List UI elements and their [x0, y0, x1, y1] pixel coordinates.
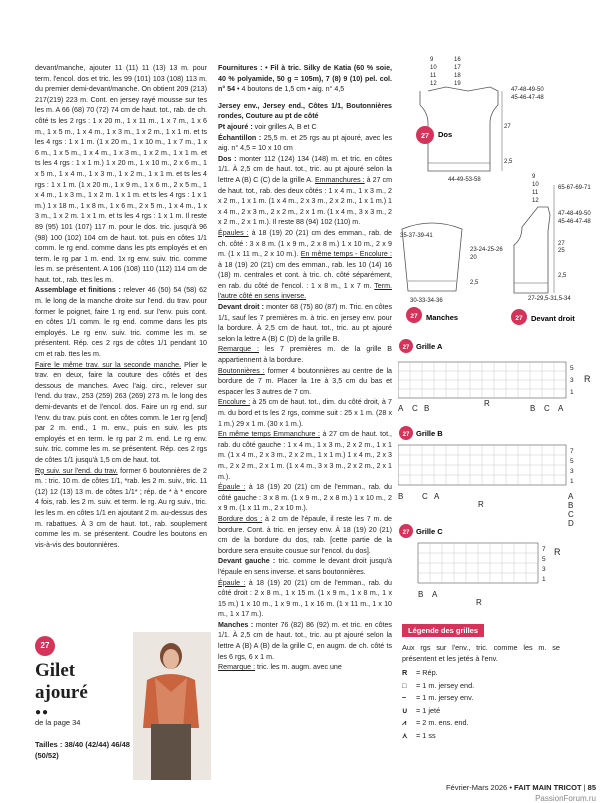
text: à 27 cm de haut. tot., rab. des deux côtés : 1 x 4 m., 1 x 3 m., 2 x 2 m., 1 x 1 m. (1 x 4 m., 2 x 3 m., 2 x 2 m., 1 x 1 m.) 1 x 4 m., 2 x 3 m., 2 x 2 m., 2 x 1 m. (1 x 4 m., 3 x 3 m., 2 x 2 m., 2 x 1 m.). Il reste 88 (94) 102 (110) m.	[218, 175, 392, 227]
dos-top-val: 18	[454, 73, 461, 79]
text: Devant droit :	[218, 303, 264, 312]
text: à 18 (19) 20 (21) cm de l'emman., rab. du côté gauche : 3 x 8 m. (1 x 9 m., 2 x 8 m.) 1 x 10 m., 2 x 9 m. (1 x 11 m., 2 x 10 m.).	[218, 483, 392, 513]
text: monter 112 (124) 134 (148) m. et tric. en côtes 1/1. À 2,5 cm de haut. tot., tric. au pt ajouré selon la lettre A (B) C (C) de la grille A.	[218, 154, 392, 184]
model-photo	[133, 632, 211, 780]
text: En même temps Emmanchure :	[218, 430, 320, 439]
devant-schematic	[511, 174, 591, 325]
paragraph	[35, 360, 207, 466]
grille-b	[398, 426, 574, 528]
repeat-mark: R	[554, 547, 561, 557]
grille-c-label: Grille C	[416, 527, 443, 536]
row-num: 5	[542, 556, 546, 563]
paragraph	[35, 466, 207, 551]
paragraph	[218, 578, 392, 620]
dos-side-val: 27	[504, 124, 511, 130]
dos-label: Dos	[438, 130, 453, 139]
text: à 27 cm de haut. tot., rab. du côté gauche : 1 x 4 m., 1 x 3 m., 2 x 2 m., 1 x 1 m. (1 x 4 m., 2 x 3 m., 2 x 2 m., 1 x 1 m.) 1 x 4 m., 2 x 3 m., 2 x 2 m., 2 x 1 m. (1 x 4 m., 3 x 3 m., 2 x 2 m., 2 x 1 m.).	[218, 430, 392, 481]
devant-top-val: 11	[532, 190, 539, 196]
manches-schematic	[400, 223, 503, 323]
row-num: 3	[570, 468, 574, 475]
col-letter: D	[568, 519, 574, 528]
legend-heading: Légende des grilles	[402, 624, 484, 637]
devant-top-val: 9	[532, 174, 536, 180]
manches-side: 23-24-25-26	[470, 247, 503, 253]
col-letter: R	[484, 399, 490, 408]
legend-item	[402, 680, 560, 693]
column-2	[218, 63, 392, 673]
text: former 4 boutonnières au centre de la bordure de 7 m. Placer la 1re à 3,5 cm du bas et espacer les 3 autres de 7 cm.	[218, 366, 392, 396]
paragraph	[218, 63, 392, 95]
watermark: PassionForum.ru	[535, 794, 596, 803]
row-num: 5	[570, 365, 574, 372]
dos-top-val: 16	[454, 57, 461, 63]
paragraph	[218, 133, 392, 154]
row-num: 7	[542, 546, 546, 553]
row-num: 1	[570, 478, 574, 485]
text: Remarque :	[218, 663, 256, 672]
col-letter: R	[478, 500, 484, 509]
text: à 18 (19) 20 (21) cm des emman., rab. de ch. côté : 3 x 8 m. (1 x 9 m., 2 x 8 m.) 1 x 10 m., 2 x 9 m. (1 x 11 m., 2 x 10 m.).	[218, 228, 392, 259]
legend-symbol: ⋏	[402, 730, 408, 740]
devant-right-val: 45-46-47-48	[558, 219, 591, 225]
pattern-title: Gilet ajouré	[35, 660, 88, 703]
text: monter 76 (82) 86 (92) m. et tric. en côtes 1/1. À 2,5 cm de haut. tot., tric. au pt ajouré selon la lettre A (B) A (B) de la grille C, en augm. de ch. côté ts les 6 rgs, 6 x 1 m.	[218, 620, 392, 661]
manches-bottom-val: 2,5	[470, 280, 479, 286]
row-num: 1	[570, 389, 574, 396]
text: Boutonnières :	[218, 366, 265, 375]
dos-top-val: 11	[430, 73, 437, 79]
text: tric. les m. augm. avec une	[257, 663, 342, 672]
paragraph	[218, 344, 392, 365]
svg-text:27: 27	[410, 313, 418, 320]
legend-item	[402, 667, 560, 680]
text: Devant gauche :	[218, 557, 276, 566]
text: à 18 (19) 20 (21) cm de l'emman., rab. du côté droit : 2 x 8 m., 1 x 15 m. (1 x 9 m., 1 x 8 m., 1 x 15 m.) 1 x 10 m., 1 x 9 m., 1 x 16 m. (1 x 11 m., 1 x 10 m., 1 x 17 m.).	[218, 578, 392, 619]
col-letter: B	[418, 590, 424, 599]
dos-top-val: 12	[430, 81, 437, 87]
col-letter: A	[432, 590, 438, 599]
row-num: 7	[570, 448, 574, 455]
text: • Fil à tric. Silky de Katia (60 % soie, 40 % polyamide, 50 g = 105m), 7 (8) 9 (10) pel. col. n° 54	[218, 64, 392, 94]
legend-item	[402, 692, 560, 705]
svg-text:27: 27	[515, 315, 523, 322]
dos-width: 44-49-53-58	[448, 177, 481, 183]
devant-right-val: 65-67-69-71	[558, 185, 591, 191]
col-letter: A	[568, 492, 574, 501]
legend-intro: Aux rgs sur l'env., tric. comme les m. se présentent et les jetés à l'env.	[402, 643, 560, 663]
paragraph	[218, 228, 392, 302]
paragraph	[218, 429, 392, 482]
assemblage-heading: Assemblage et finitions :	[35, 286, 121, 295]
dos-top-val: 17	[454, 65, 461, 71]
page-number: 85	[587, 783, 596, 792]
svg-text:27: 27	[421, 133, 429, 140]
paragraph	[218, 302, 392, 344]
col-letter: A	[398, 404, 404, 413]
legend-symbol: □	[402, 680, 407, 690]
magazine-name: FAIT MAIN TRICOT	[514, 783, 582, 792]
grille-a-label: Grille A	[416, 342, 443, 351]
text: les 7 premières m. de la grille B appartiennent à la bordure.	[218, 345, 393, 365]
devant-width: 27-29,5-31,5-34	[528, 296, 571, 302]
grille-c	[399, 524, 561, 607]
text: à 25 cm de haut. tot., dim. du côté droit, à 7 m. du bord et ts les 2 rgs, comme suit : 25 x 1 m. (28 x 1 m.) 29 x 1 m. (30 x 1 m.).	[218, 398, 392, 428]
text: Épaules :	[218, 228, 249, 237]
paragraph	[218, 397, 392, 429]
dos-right-val: 45-46-47-48	[511, 95, 544, 101]
text: voir grilles A, B et C	[254, 122, 317, 131]
text: Bordure dos :	[218, 514, 263, 523]
text: Term. l'autre côté en sens inverse.	[218, 281, 392, 301]
paragraph	[218, 482, 392, 514]
manches-top: 35-37-39-41	[400, 233, 433, 239]
row-num: 1	[542, 576, 546, 583]
paragraph	[35, 285, 207, 359]
devant-side-val: 27	[558, 241, 565, 247]
dos-top-val: 19	[454, 81, 461, 87]
column-1	[35, 63, 207, 550]
dos-schematic	[416, 57, 544, 183]
text: Dos :	[218, 154, 237, 163]
row-num: 3	[570, 377, 574, 384]
devant-label: Devant droit	[531, 314, 575, 323]
text: Encolure :	[218, 398, 251, 407]
text: Faire le même trav. sur la seconde manche.	[35, 360, 181, 369]
dos-right-val: 47-48-49-50	[511, 87, 544, 93]
paragraph	[218, 122, 392, 133]
text: 25,5 m. et 25 rgs au pt ajouré, avec les aig. n° 4,5 = 10 x 10 cm	[218, 133, 392, 153]
col-letter: B	[398, 492, 404, 501]
legend-text: = 2 m. ens. end.	[416, 718, 469, 727]
text: tric. comme le devant droit jusqu'à l'épaule en sens inverse. et sans boutonnières.	[218, 557, 392, 576]
paragraph: devant/manche, ajouter 11 (11) 11 (13) 13 m. pour term. l'encol. dos et tric. les 99 (101) 103 (108) 113 m. du premier demi-devant/manche. On obtient 209 (213) 217(219) 223 m. Cont. en jersey rayé mousse sur tes les m. A 66 (68) 70 (72) 74 cm de haut. tot., rab. de ch. côté ts les 2 rgs : 1 x 20 m., 1 x 11 m., 1 x 7 m., 1 x 6 m., 1 x 5 m., 1 x 4 m., 1 x 3 m., 1 x 2 m., 1 x 1 m. et ts les 4 rgs : 1 x 1 m. (1 x 20 m., 1 x 10 m., 1 x 7 m., 1 x 6 m., 1 x 5 m., 1 x 4 m., 1 x 3 m., 1 x 2 m., 1 x 1 m. et ts les 4 rgs : 1 x 1 m.) 1 x 20 m., 1 x 10 m., 2 x 6 m., 1 x 5 m., 1 x 4 m., 1 x 3 m., 1 x 2 m., 1 x 1 m. et ts les 4 rgs : 1 x 1 m. (1 x 20 m., 1 x 9 m., 1 x 6 m., 2 x 5 m., 1 x 4 m., 1 x 3 m., 1 x 2 m. 1 x 1 m. et ts les 4 rgs : 1 x 1 m.) 1 x 18 m., 1 x 8 m., 1 x 6 m., 2 x 5 m., 1 x 4 m., 1 x 3 m., 1 x 2 m. 1 x 1 m. et ts les 4 rgs : 1 x 1 m. Il reste 89 (95) 101 (107) 117 m. pour le dos. tric. jusqu'à 96 (98) 100 (102) 104 cm de haut. tot. puis en côtes 1/1 comm. le rg end. comme dans les pts employés et en term. le rg par 1 m. end. 1x rg env. suiv. tric. comme les m. se présentent. A 106 (108) 110 (112) 114 cm de haut. tot., rab. ttes les m.	[35, 64, 207, 284]
text: Échantillon :	[218, 133, 262, 142]
row-num: 5	[570, 458, 574, 465]
legend-symbol: ⩘	[402, 718, 407, 727]
sizes: Tailles : 38/40 (42/44) 46/48 (50/52)	[35, 740, 130, 760]
grille-a	[398, 339, 591, 413]
text: Plier le trav. en deux, faire la couture des côtés et des dessous de manches. Avec l'aig. circ., relever sur l'end. du trav., 253 (259) 263 (269) 273 m. le long des demi-devants et de l'encol. dos. Faire un rg end. sur l'env. du trav. puis cont. en côtes comm. le 1er rg [end] par 2 m. end., 1 m. env., puis en suiv. les pts employés et en term. le rg par 2 m. end. Le rg env. suiv. tric. comme les m. se présentent. Rép. ces 2 rgs de côtes 1/1 jusqu'à 1,5 cm de haut. tot.	[35, 360, 207, 464]
legend-text: = 1 m. jersey end.	[416, 680, 475, 690]
model-illustration	[133, 632, 211, 780]
legend-text: = 1 ss	[416, 730, 436, 740]
col-letter: C	[412, 404, 418, 413]
text: Rg suiv. sur l'end. du trav.	[35, 466, 118, 475]
legend-text: = 1 jeté	[416, 705, 441, 715]
col-letter: A	[434, 492, 440, 501]
text: Manches :	[218, 620, 254, 629]
text: à 18 (19) 20 (21) cm des emman., rab. les 10 (14) 16 (18) m. centrales et cont. à tric. ch. côté séparément, en rab. du côté de l'encol. : 1 x 8 m., 1 x 7 m.	[218, 260, 392, 290]
pattern-header	[35, 636, 130, 761]
dos-top-val: 9	[430, 57, 434, 63]
paragraph	[218, 514, 392, 556]
col-letter: B	[530, 404, 536, 413]
legend-item	[402, 717, 560, 730]
difficulty-dots: ●●	[35, 707, 50, 718]
manches-width: 30-33-34-36	[410, 298, 443, 304]
paragraph	[218, 556, 392, 577]
text: En même temps - Encolure :	[300, 250, 392, 259]
manches-side2: 20	[470, 255, 477, 261]
legend	[402, 620, 560, 742]
text: monter 68 (75) 80 (87) m. Tric. en côtes 1/1, sauf les 7 premières m. à tric. en jersey env. pour la bordure. À 2,5 cm de haut. tot., tric. au pt ajouré selon la lettre A (B) C (D) de la grille B.	[218, 303, 392, 343]
issue-date: Février-Mars 2026	[445, 783, 508, 792]
devant-top-val: 12	[532, 198, 539, 204]
text: Emmanchures :	[314, 175, 365, 184]
svg-text:27: 27	[402, 345, 410, 351]
text: Pt ajouré :	[218, 122, 253, 131]
text: • 4 boutons de 1,5 cm • aig. n° 4,5	[237, 85, 345, 94]
legend-text: = Rép.	[416, 668, 438, 677]
page-reference: de la page 34	[35, 718, 81, 727]
row-num: 3	[542, 566, 546, 573]
paragraph	[218, 101, 392, 122]
svg-text:27: 27	[402, 530, 410, 536]
paragraph	[218, 366, 392, 398]
devant-bottom-val: 2,5	[558, 273, 567, 279]
col-letter: C	[422, 492, 428, 501]
text: Remarque :	[218, 345, 260, 354]
legend-symbol: −	[402, 693, 407, 702]
legend-item	[402, 730, 560, 743]
devant-side-val: 25	[558, 248, 565, 254]
page-footer: Février-Mars 2026 • FAIT MAIN TRICOT | 85	[445, 783, 596, 792]
dos-bottom-val: 2,5	[504, 159, 513, 165]
col-letter: B	[424, 404, 430, 413]
dos-top-val: 10	[430, 65, 437, 71]
devant-top-val: 10	[532, 182, 539, 188]
grille-b-label: Grille B	[416, 429, 443, 438]
paragraph	[218, 662, 392, 673]
text: Épaule :	[218, 483, 246, 492]
col-letter: C	[544, 404, 550, 413]
paragraph	[218, 154, 392, 228]
col-letter: A	[558, 404, 564, 413]
text: former 6 boutonnières de 2 m. : tric. 10 m. de côtes 1/1, *rab. les 2 m. suiv., tric. 11 (12) 12 (13) 13 m. de côtes 1/1* ; rép. de * à * encore 4 fois, rab. les 2 m. suiv. et term. le rg. Au rg suiv., tric. les les m. en côtes 1/1 en ajoutant 2 m. au-dessus des m. rabattues. À 3 cm de haut. tot., rab. souplement comme les m. se présentent. Coudre les boutons en vis-à-vis des boutonnières.	[35, 466, 208, 549]
fournitures-heading: Fournitures :	[218, 64, 263, 72]
legend-symbol: ∪	[402, 705, 408, 715]
text: à 2 cm de l'épaule, il reste les 7 m. de bordure. Cont. à tric. en jersey env. À 18 (19) 20 (21) cm de la bordure du dos, rab. [cette partie de la bordure sera ensuite cousue sur l'encol. du dos].	[218, 514, 392, 555]
col-letter: R	[476, 598, 482, 607]
legend-text: = 1 m. jersey env.	[416, 693, 474, 702]
page-badge: 27	[35, 636, 55, 656]
stitches-heading: Jersey env., Jersey end., Côtes 1/1, Boutonnières rondes, Couture au pt de côté	[218, 101, 392, 121]
paragraph	[218, 620, 392, 662]
col-letter: C	[568, 510, 574, 519]
col-letter: B	[568, 501, 574, 510]
schematics	[398, 55, 598, 615]
repeat-mark: R	[584, 374, 591, 384]
svg-text:27: 27	[402, 432, 410, 438]
legend-symbol: R	[402, 668, 408, 677]
legend-item	[402, 705, 560, 718]
text: relever 46 (50) 54 (58) 62 m. le long de la manche droite sur l'end. du trav. pour former le poignet, faire 1 rg end. sur l'env. puis cont. en côtes 1/1 comm. le rg end. comme dans les pts employés. Le rg env. suiv. tric. comme les m. se présentent. Rép. ces 2 rgs de côtes 1/1 pendant 10 cm et rab. ttes les m.	[35, 286, 207, 359]
devant-right-val: 47-48-49-50	[558, 211, 591, 217]
text: Épaule :	[218, 578, 246, 587]
manches-label: Manches	[426, 313, 459, 322]
